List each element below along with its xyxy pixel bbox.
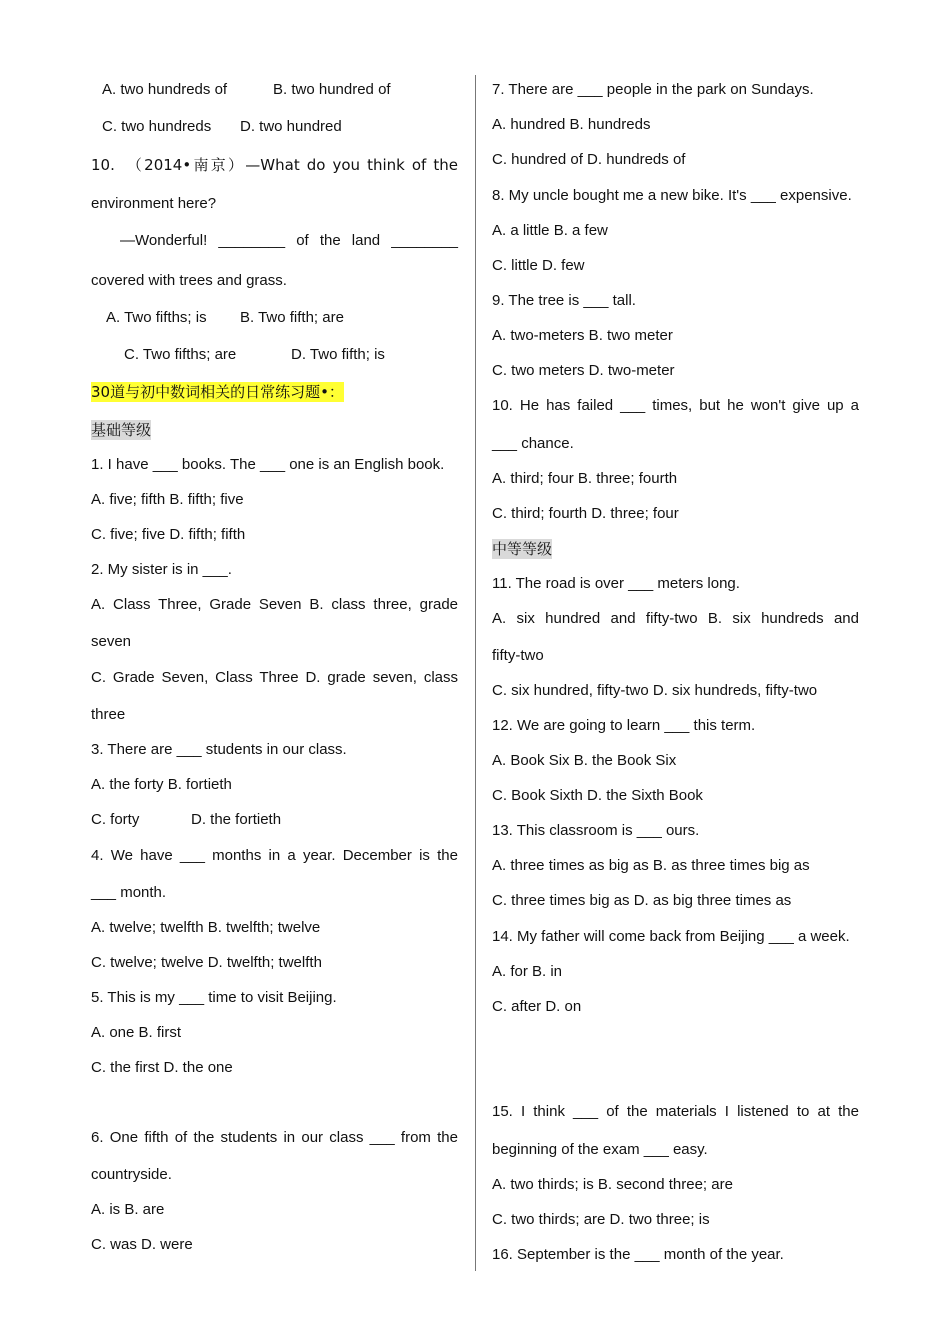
q15-stem-cont: beginning of the exam ___ easy.: [492, 1141, 708, 1158]
q15-options-cd: C. two thirds; are D. two three; is: [492, 1211, 710, 1228]
q2-options-ab: A. Class Three, Grade Seven B. class three, grade: [91, 596, 458, 613]
q12-options-ab: A. Book Six B. the Book Six: [492, 752, 677, 769]
q11-options-ab: A. six hundred and fifty-two B. six hundreds and: [492, 610, 859, 627]
q8-options-cd: C. little D. few: [492, 257, 585, 274]
q10b-options-cd: C. third; fourth D. three; four: [492, 505, 679, 522]
q4-stem: 4. We have ___ months in a year. December is the: [91, 847, 458, 864]
q14-options-ab: A. for B. in: [492, 963, 563, 980]
q13-options-cd: C. three times big as D. as big three times as: [492, 892, 792, 909]
q12-options-cd: C. Book Sixth D. the Sixth Book: [492, 787, 703, 804]
q10-option-d: D. Two fifth; is: [291, 346, 385, 363]
q9b-stem: 9. The tree is ___ tall.: [492, 292, 636, 309]
q13-stem: 13. This classroom is ___ ours.: [492, 822, 700, 839]
q2-options-ab-cont: seven: [91, 633, 132, 650]
q9b-options-cd: C. two meters D. two-meter: [492, 362, 675, 379]
q15-stem: 15. I think ___ of the materials I listened to at the: [492, 1103, 859, 1120]
q2-options-cd-cont: three: [91, 706, 126, 723]
q10b-stem: 10. He has failed ___ times, but he won't give up a: [492, 397, 859, 414]
q4-options-ab: A. twelve; twelfth B. twelfth; twelve: [91, 919, 321, 936]
q10-stem-cont: environment here?: [91, 195, 217, 212]
q10-option-b: B. Two fifth; are: [240, 309, 344, 326]
q16-stem: 16. September is the ___ month of the year.: [492, 1246, 784, 1263]
column-divider: [475, 75, 476, 1271]
q3-options-ab: A. the forty B. fortieth: [91, 776, 232, 793]
q11-options-cd: C. six hundred, fifty-two D. six hundreds, fifty-two: [492, 682, 818, 699]
q15-options-ab: A. two thirds; is B. second three; are: [492, 1176, 733, 1193]
q1-options-cd: C. five; five D. fifth; fifth: [91, 526, 246, 543]
q6-stem-cont: countryside.: [91, 1166, 172, 1183]
q5-stem: 5. This is my ___ time to visit Beijing.: [91, 989, 337, 1006]
q14-stem: 14. My father will come back from Beijing ___ a week.: [492, 928, 850, 945]
q1-options-ab: A. five; fifth B. fifth; five: [91, 491, 244, 508]
q6-stem: 6. One fifth of the students in our class ___ from the: [91, 1129, 458, 1146]
q6-options-cd: C. was D. were: [91, 1236, 193, 1253]
q10-option-a: A. Two fifths; is: [106, 309, 207, 326]
q10b-options-ab: A. third; four B. three; fourth: [492, 470, 678, 487]
q10-reply: —Wonderful! ________ of the land ________: [120, 232, 458, 249]
q7-stem: 7. There are ___ people in the park on Sundays.: [492, 81, 814, 98]
q6-options-ab: A. is B. are: [91, 1201, 165, 1218]
q13-options-ab: A. three times as big as B. as three times big as: [492, 857, 810, 874]
level-heading-basic: 基础等级: [91, 421, 152, 439]
q10-option-c: C. Two fifths; are: [124, 346, 237, 363]
q12-stem: 12. We are going to learn ___ this term.: [492, 717, 756, 734]
q7-options-cd: C. hundred of D. hundreds of: [492, 151, 686, 168]
q11-options-ab-cont: fifty-two: [492, 647, 544, 664]
q10b-stem-cont: ___ chance.: [492, 435, 574, 452]
q1-stem: 1. I have ___ books. The ___ one is an English book.: [91, 456, 445, 473]
q14-options-cd: C. after D. on: [492, 998, 582, 1015]
q9-option-a: A. two hundreds of: [102, 81, 228, 98]
q3-option-c: C. forty: [91, 811, 140, 828]
section-heading: 30道与初中数词相关的日常练习题•：: [91, 383, 344, 401]
q5-options-ab: A. one B. first: [91, 1024, 182, 1041]
q8-options-ab: A. a little B. a few: [492, 222, 608, 239]
q9-option-d: D. two hundred: [240, 118, 342, 135]
q9-option-b: B. two hundred of: [273, 81, 391, 98]
q10-stem: 10. （2014•南京）—What do you think of the: [91, 156, 458, 174]
q8-stem: 8. My uncle bought me a new bike. It's ___ expensive.: [492, 187, 852, 204]
q5-options-cd: C. the first D. the one: [91, 1059, 233, 1076]
q3-stem: 3. There are ___ students in our class.: [91, 741, 347, 758]
q4-options-cd: C. twelve; twelve D. twelfth; twelfth: [91, 954, 322, 971]
q11-stem: 11. The road is over ___ meters long.: [492, 575, 740, 592]
q9b-options-ab: A. two-meters B. two meter: [492, 327, 673, 344]
level-heading-intermediate: 中等等级: [492, 540, 553, 558]
q4-stem-cont: ___ month.: [91, 884, 167, 901]
q9-option-c: C. two hundreds: [102, 118, 212, 135]
q2-stem: 2. My sister is in ___.: [91, 561, 232, 578]
q2-options-cd: C. Grade Seven, Class Three D. grade seven, class: [91, 669, 458, 686]
q3-option-d: D. the fortieth: [191, 811, 282, 828]
q7-options-ab: A. hundred B. hundreds: [492, 116, 651, 133]
q10-reply-cont: covered with trees and grass.: [91, 272, 287, 289]
